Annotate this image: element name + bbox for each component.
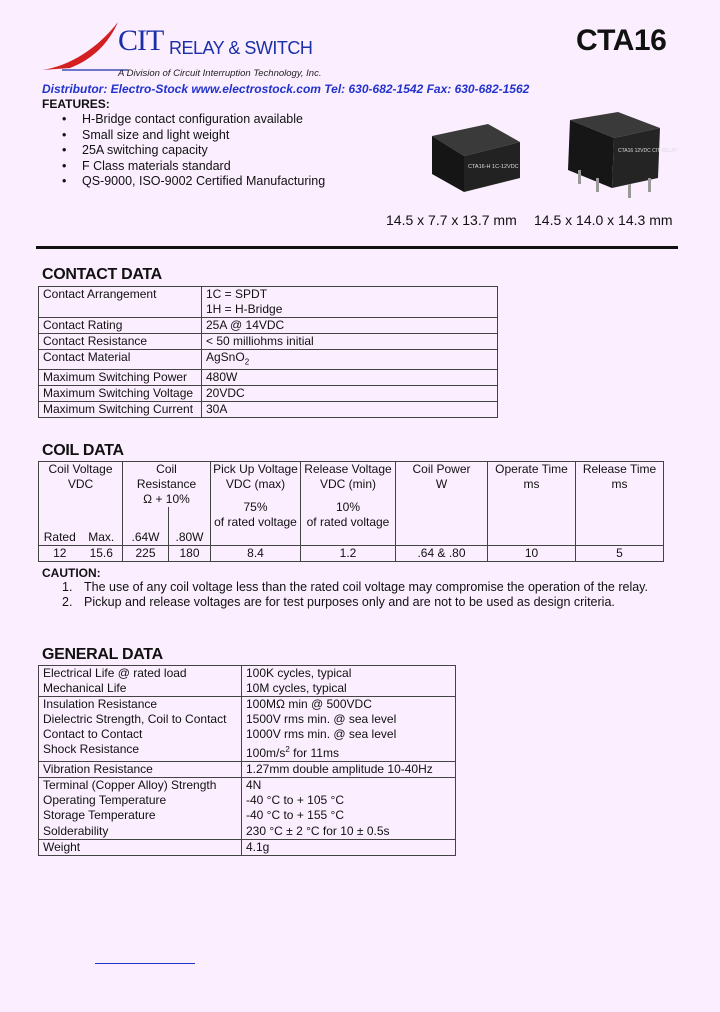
footer-link-underline[interactable] [95, 963, 195, 964]
table-cell: Terminal (Copper Alloy) Strength Operating Temperature Storage Temperature Solderability [39, 778, 242, 840]
table-row [39, 402, 498, 418]
table-cell: Contact Arrangement [39, 287, 202, 318]
brand-suffix: RELAY & SWITCH [169, 38, 313, 58]
table-cell: 4.1g [242, 840, 456, 856]
table-cell: 12 [39, 546, 81, 562]
features-list [62, 112, 325, 190]
table-cell: 1C = SPDT 1H = H-Bridge [202, 287, 498, 318]
table-cell: 25A @ 14VDC [202, 318, 498, 334]
table-cell: Insulation Resistance Dielectric Strength, Coil to Contact Contact to Contact Shock Resistance [39, 697, 242, 762]
divider [36, 246, 678, 249]
table-cell: Operate Time ms [488, 462, 576, 546]
table-row [39, 778, 456, 840]
table-cell: Maximum Switching Power [39, 370, 202, 386]
division-line: A Division of Circuit Interruption Technology, Inc. [118, 68, 322, 79]
table-row [39, 546, 664, 562]
table-cell: 15.6 [81, 546, 123, 562]
table-cell: 4N -40 °C to + 105 °C -40 °C to + 155 °C 230 °C ± 2 °C for 10 ± 0.5s [242, 778, 456, 840]
table-cell: .64 & .80 [396, 546, 488, 562]
table-cell: 1.2 [301, 546, 396, 562]
table-cell: Coil Voltage VDC [39, 462, 123, 508]
relay-marking: CTA16-H 1C-12VDC [468, 164, 519, 170]
part-number: CTA16 [576, 24, 667, 57]
table-cell: 100K cycles, typical 10M cycles, typical [242, 666, 456, 697]
table-cell: Maximum Switching Current [39, 402, 202, 418]
table-cell: AgSnO$_2$ [202, 350, 498, 370]
table-cell: Pick Up Voltage VDC (max) 75% of rated voltage [211, 462, 301, 546]
table-cell: 10 [488, 546, 576, 562]
table-cell: 20VDC [202, 386, 498, 402]
table-cell: 30A [202, 402, 498, 418]
coil-data-heading: COIL DATA [42, 442, 124, 459]
list-item: • QS-9000, ISO-9002 Certified Manufacturing [62, 174, 325, 190]
table-cell: Coil Resistance Ω + 10% [123, 462, 211, 508]
table-cell: Vibration Resistance [39, 762, 242, 778]
list-item: • F Class materials standard [62, 159, 325, 175]
table-cell: 100MΩ min @ 500VDC 1500V rms min. @ sea level 1000V rms min. @ sea level $100m/s^2$ for 11ms [242, 697, 456, 762]
table-cell: Rated [39, 507, 81, 546]
list-item: • H-Bridge contact configuration available [62, 112, 325, 128]
table-cell: Maximum Switching Voltage [39, 386, 202, 402]
general-data-heading: GENERAL DATA [42, 646, 163, 663]
table-row [39, 334, 498, 350]
table-cell: .80W [169, 507, 211, 546]
table-cell: Release Time ms [576, 462, 664, 546]
relay-marking: CTA16 12VDC CIT RELAY [618, 148, 678, 154]
product-dims-2: 14.5 x 14.0 x 14.3 mm [534, 212, 673, 228]
table-cell: Max. [81, 507, 123, 546]
table-cell: 8.4 [211, 546, 301, 562]
table-cell: Weight [39, 840, 242, 856]
table-row [39, 666, 456, 697]
relay-photo-2 [556, 108, 678, 204]
list-item: 1. The use of any coil voltage less than the rated coil voltage may compromise the operation of the relay. [62, 580, 648, 594]
features-heading: FEATURES: [42, 97, 110, 111]
table-row [39, 350, 498, 370]
caution-list [62, 580, 648, 610]
contact-data-table [38, 286, 498, 418]
table-row [39, 386, 498, 402]
table-row [39, 697, 456, 762]
list-item: • 25A switching capacity [62, 143, 325, 159]
table-row [39, 462, 664, 508]
table-cell: Contact Resistance [39, 334, 202, 350]
table-cell: 480W [202, 370, 498, 386]
distributor-line: Distributor: Electro-Stock www.electrostock.com Tel: 630-682-1542 Fax: 630-682-1562 [42, 82, 530, 96]
product-dims-1: 14.5 x 7.7 x 13.7 mm [386, 212, 517, 228]
brand-logo-text: CIT [118, 24, 164, 57]
table-cell: 180 [169, 546, 211, 562]
table-row [39, 287, 498, 318]
table-cell: 5 [576, 546, 664, 562]
table-cell: Coil Power W [396, 462, 488, 546]
table-cell: Electrical Life @ rated load Mechanical Life [39, 666, 242, 697]
swoosh-logo-icon [40, 18, 130, 74]
caution-heading: CAUTION: [42, 566, 101, 580]
table-row [39, 370, 498, 386]
table-cell: 225 [123, 546, 169, 562]
general-data-table [38, 665, 456, 856]
table-cell: Release Voltage VDC (min) 10% of rated voltage [301, 462, 396, 546]
table-cell: 1.27mm double amplitude 10-40Hz [242, 762, 456, 778]
table-row [39, 318, 498, 334]
contact-data-heading: CONTACT DATA [42, 266, 162, 283]
table-cell: .64W [123, 507, 169, 546]
coil-data-table [38, 461, 664, 562]
list-item: • Small size and light weight [62, 128, 325, 144]
table-cell: Contact Rating [39, 318, 202, 334]
table-row [39, 840, 456, 856]
relay-photo-1 [424, 118, 524, 194]
list-item: 2. Pickup and release voltages are for test purposes only and are not to be used as design criteria. [62, 595, 615, 609]
table-row [39, 762, 456, 778]
table-cell: Contact Material [39, 350, 202, 370]
table-cell: < 50 milliohms initial [202, 334, 498, 350]
